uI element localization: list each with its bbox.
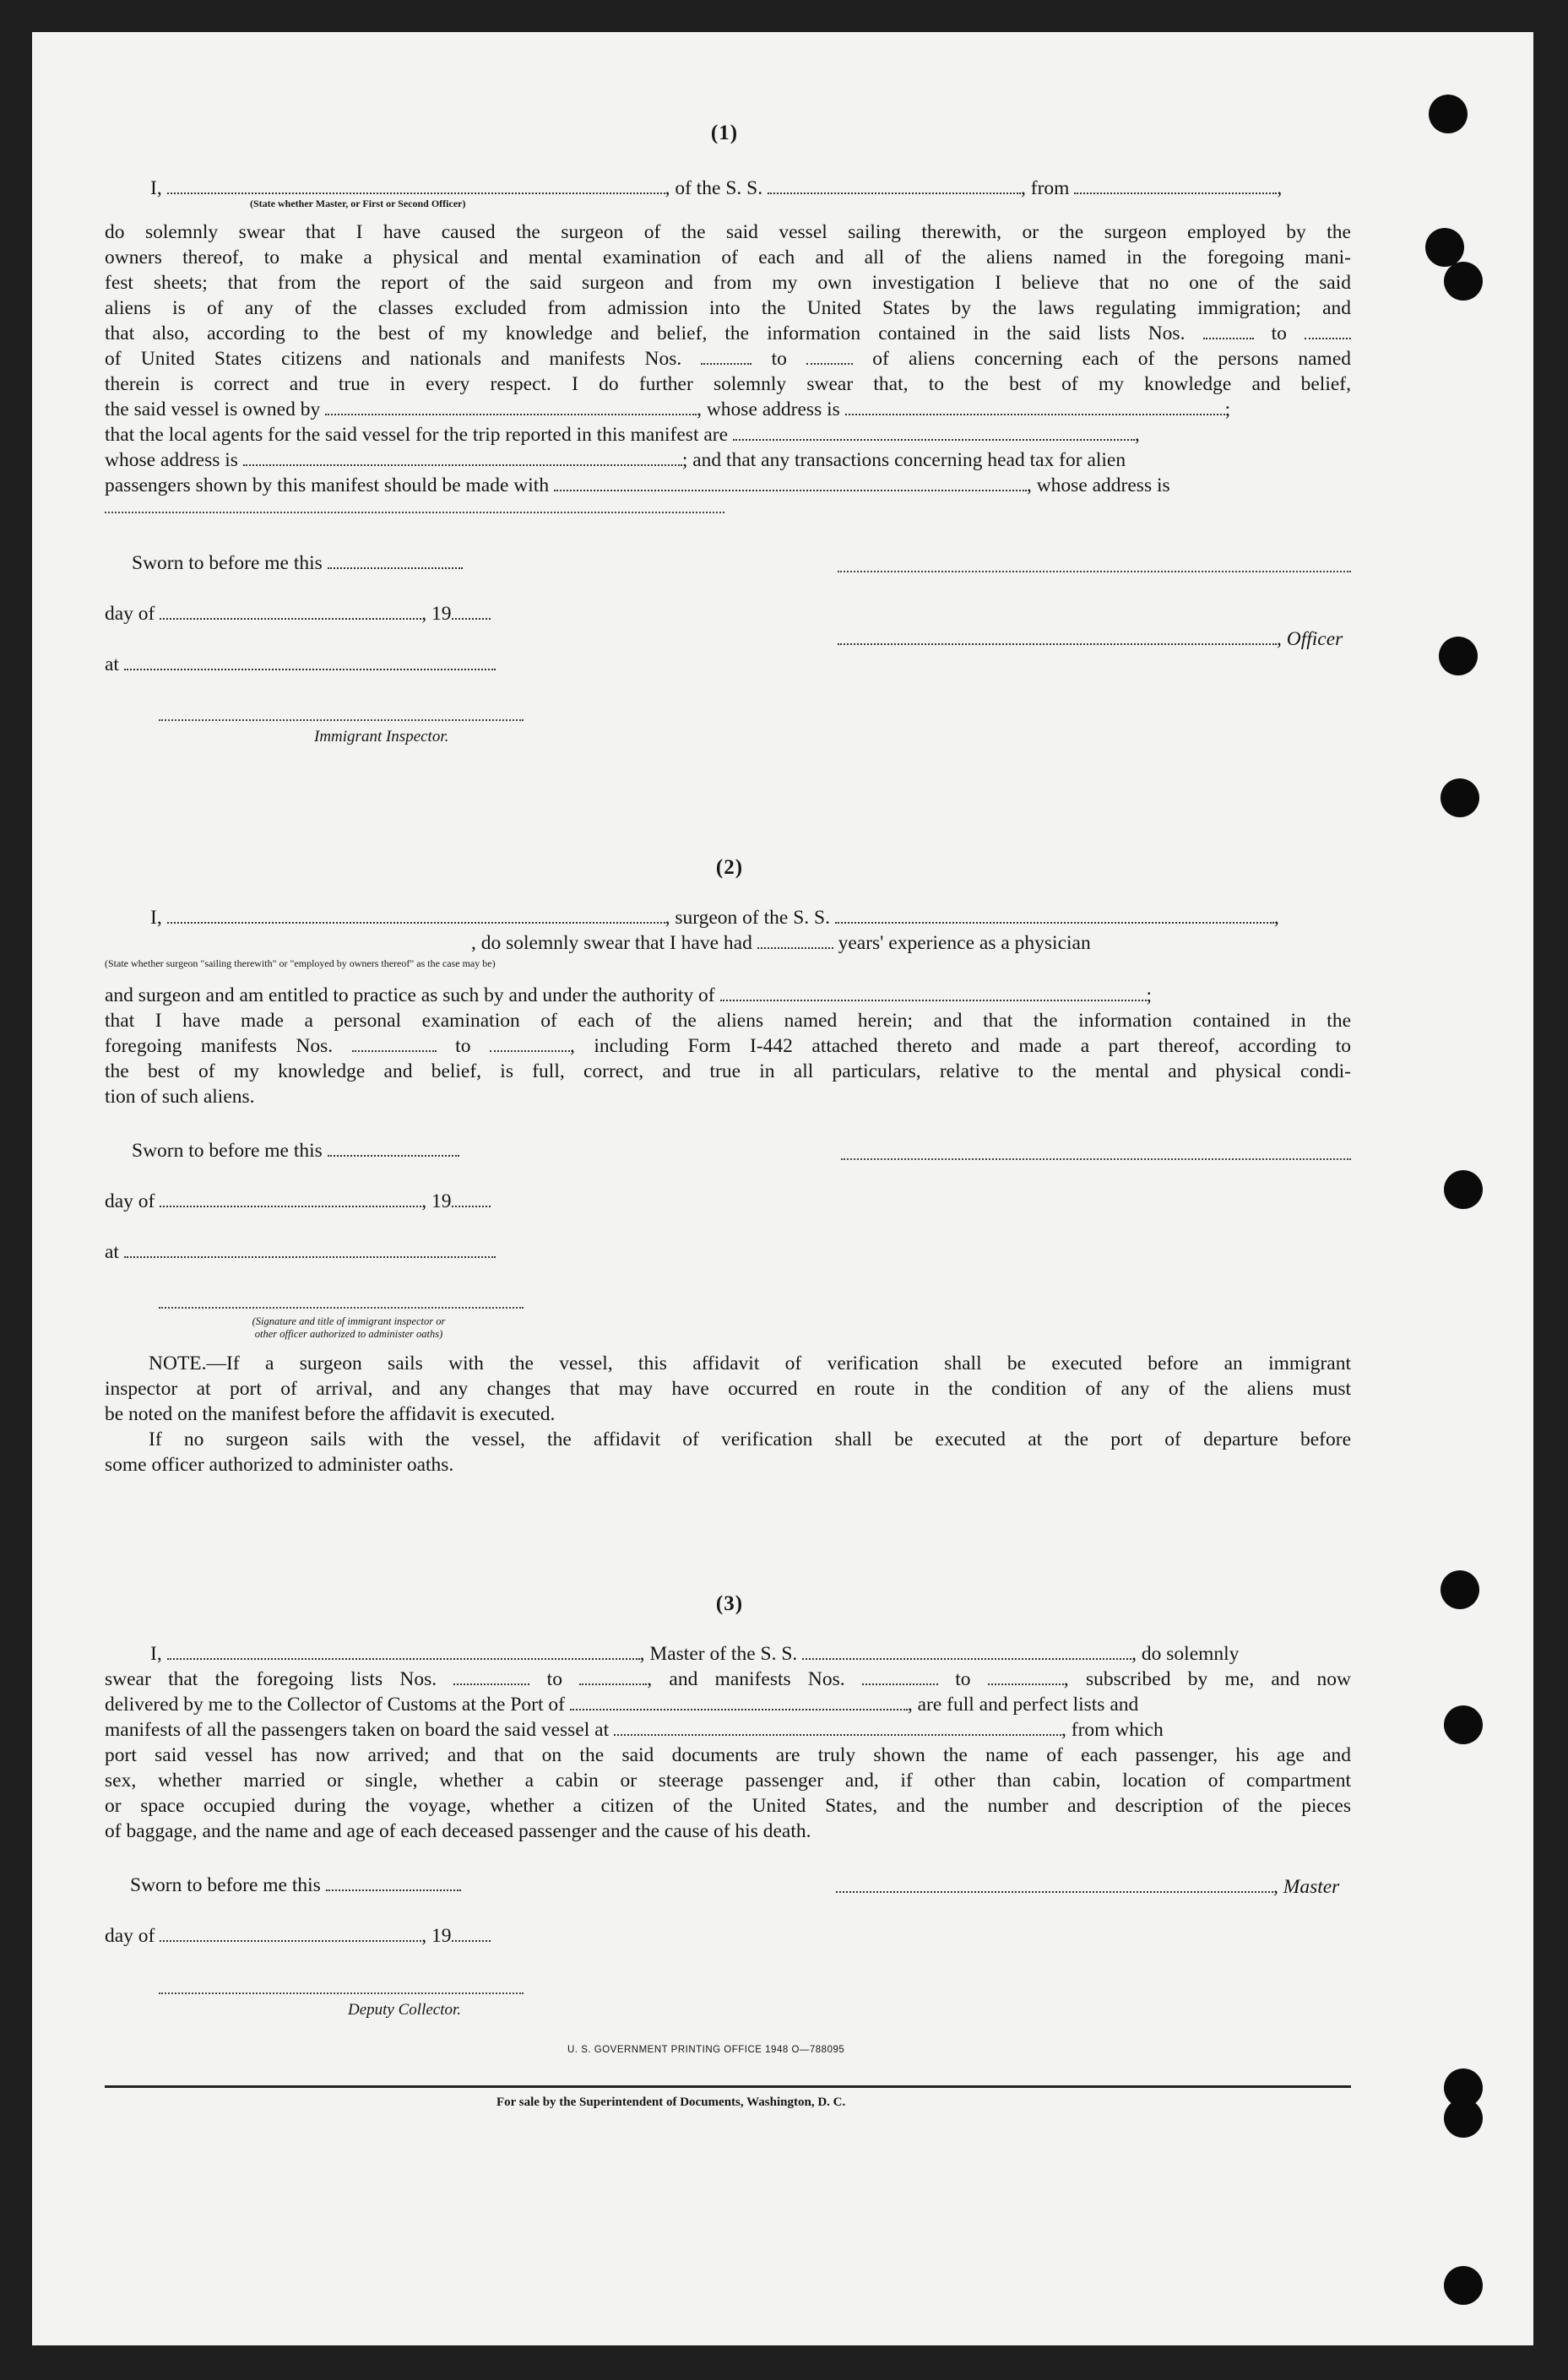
s3-sworn: Sworn to before me this (130, 1873, 461, 1898)
s2-manifests-line: foregoing manifests Nos. to , including Form I-442 attached thereto and made a part thereof, according to (105, 1035, 1352, 1057)
head-tax-contact-field[interactable] (554, 474, 1027, 491)
s1-sworn: Sworn to before me this (132, 550, 463, 576)
s3-line-1: I, , Master of the S. S. , do solemnly (150, 1643, 1240, 1665)
inspector-signature-field[interactable] (159, 719, 524, 721)
port-of-arrival-field[interactable] (570, 1694, 908, 1710)
alien-manifest-to-field[interactable] (806, 348, 853, 365)
master-name-field[interactable] (167, 1643, 640, 1660)
s3-master: , Master (836, 1874, 1339, 1900)
master-signature-field[interactable] (836, 1876, 1273, 1893)
day-of-month-field[interactable] (160, 603, 421, 620)
s2-body-line: tion of such aliens. (105, 1086, 255, 1108)
s3-lists-line: swear that the foregoing lists Nos. to , and manifests Nos. to , subscribed by me, and now (105, 1668, 1352, 1690)
s1-body-line: therein is correct and true in every respect. I do further solemnly swear that, to the best of my knowledge and belief, (105, 373, 1351, 395)
note-line: If no surgeon sails with the vessel, the affidavit of verification shall be executed at the port of departure before (149, 1429, 1351, 1450)
s1-headtax-line: passengers shown by this manifest should be made with , whose address is (105, 474, 1170, 496)
section-3-number: (3) (715, 1592, 744, 1615)
agents-address-field[interactable] (243, 449, 682, 466)
punch-hole (1444, 2099, 1483, 2138)
owner-field[interactable] (325, 398, 697, 415)
s3-manifest-to-field[interactable] (988, 1668, 1064, 1685)
s2-day-of: day of , 19 (105, 1189, 491, 1214)
s1-body-line: do solemnly swear that I have caused the surgeon of the said vessel sailing therewith, or the surgeon employed by the (105, 221, 1351, 243)
s3-manifest-from-field[interactable] (862, 1668, 938, 1685)
officer-signature-field[interactable] (838, 571, 1351, 572)
s3-sworn-date-field[interactable] (326, 1874, 461, 1891)
punch-hole (1444, 1705, 1483, 1744)
s2-body-line: the best of my knowledge and belief, is full, correct, and true in all particulars, relative to the mental and physical condi- (105, 1060, 1351, 1082)
sale-notice: For sale by the Superintendent of Documents, Washington, D. C. (496, 2095, 846, 2109)
years-experience-field[interactable] (757, 932, 833, 949)
surgeon-signature-field[interactable] (841, 1158, 1351, 1160)
s3-day-of: day of , 19 (105, 1923, 491, 1949)
s1-address-line: whose address is ; and that any transactions concerning head tax for alien (105, 449, 1126, 471)
punch-hole (1425, 228, 1464, 267)
section-2-number: (2) (715, 856, 744, 879)
head-tax-address-field[interactable] (105, 512, 724, 513)
s1-manifests-line: of United States citizens and nationals and manifests Nos. to of aliens concerning each of the persons named (105, 348, 1352, 370)
s2-line-0: I, , surgeon of the S. S. , (150, 907, 1279, 929)
note-line: some officer authorized to administer oaths. (105, 1454, 454, 1476)
s2-sworn-date-field[interactable] (328, 1140, 459, 1157)
officer-title-field[interactable] (838, 628, 1277, 645)
s3-body-line: sex, whether married or single, whether a cabin or steerage passenger and, if other than cabin, location of compartment (105, 1770, 1351, 1792)
s3-list-from-field[interactable] (453, 1668, 529, 1685)
at-place-field[interactable] (124, 653, 496, 670)
s1-officer: , Officer (838, 626, 1343, 652)
surgeon-type-caption: (State whether surgeon "sailing therewith" or "employed by owners thereof" as the case may be) (105, 957, 496, 969)
s3-port-line: delivered by me to the Collector of Customs at the Port of , are full and perfect lists and (105, 1694, 1139, 1716)
s1-at: at (105, 652, 496, 677)
s3-year-field[interactable] (452, 1925, 491, 1942)
note-line: inspector at port of arrival, and any changes that may have occurred en route in the condition of any of the aliens must (105, 1378, 1351, 1400)
s3-body-line: port said vessel has now arrived; and that on the said documents are truly shown the name of each passenger, his age and (105, 1744, 1351, 1766)
s3-body-line: of baggage, and the name and age of each deceased passenger and the cause of his death. (105, 1820, 811, 1842)
s2-day-field[interactable] (160, 1190, 421, 1207)
section-1-number: (1) (710, 122, 739, 144)
deputy-collector-caption: Deputy Collector. (348, 2001, 462, 2019)
s1-body-line: fest sheets; that from the report of the said surgeon and from my own investigation I believe that no one of the said (105, 272, 1351, 294)
s2-sworn: Sworn to before me this (132, 1138, 459, 1163)
gpo-imprint: U. S. GOVERNMENT PRINTING OFFICE 1948 O—788095 (567, 2045, 845, 2055)
punch-hole (1429, 95, 1468, 133)
s3-boarding-line: manifests of all the passengers taken on board the said vessel at , from which (105, 1719, 1164, 1741)
s2-line-1: , do solemnly swear that I have had years' experience as a physician (471, 932, 1091, 954)
s1-line-1: I, , of the S. S. , from , (150, 177, 1283, 199)
s2-official-signature-field[interactable] (159, 1307, 524, 1309)
s2-year-field[interactable] (452, 1190, 491, 1207)
surgeon-manifest-from-field[interactable] (352, 1035, 437, 1052)
punch-hole (1444, 1170, 1483, 1209)
s1-owner-line: the said vessel is owned by , whose address is ; (105, 398, 1231, 420)
s3-body-line: or space occupied during the voyage, whether a citizen of the United States, and the number and description of the pieces (105, 1795, 1351, 1817)
officer-name-field[interactable] (167, 177, 665, 194)
footer-rule (105, 2085, 1351, 2088)
s2-authority-line: and surgeon and am entitled to practice as such by and under the authority of ; (105, 984, 1153, 1006)
authority-field[interactable] (720, 984, 1147, 1001)
note-line: NOTE.—If a surgeon sails with the vessel, this affidavit of verification shall be executed before an immigrant (149, 1353, 1351, 1374)
vessel-name-field[interactable] (768, 177, 1021, 194)
owner-address-field[interactable] (845, 398, 1225, 415)
s1-lists-line: that also, according to the best of my knowledge and belief, the information contained in the said lists Nos. to (105, 321, 1351, 346)
note-line: be noted on the manifest before the affidavit is executed. (105, 1403, 556, 1425)
s1-body-line: owners thereof, to make a physical and mental examination of each and all of the aliens named in the foregoing mani- (105, 247, 1351, 268)
s3-list-to-field[interactable] (579, 1668, 647, 1685)
local-agents-field[interactable] (733, 424, 1135, 441)
immigrant-inspector-caption: Immigrant Inspector. (314, 728, 449, 745)
punch-hole (1439, 637, 1478, 675)
year-field[interactable] (452, 603, 491, 620)
from-port-field[interactable] (1074, 177, 1277, 194)
s1-body-line: aliens is of any of the classes excluded from admission into the United States by the laws regulating immigration; and (105, 297, 1351, 319)
s2-body-line: that I have made a personal examination of each of the aliens named herein; and that the information contained in the (105, 1010, 1351, 1032)
punch-hole (1444, 262, 1483, 301)
citizen-list-to-field[interactable] (1305, 323, 1351, 339)
punch-hole (1440, 1570, 1479, 1609)
alien-manifest-from-field[interactable] (701, 348, 751, 365)
citizen-list-from-field[interactable] (1203, 323, 1254, 339)
boarding-port-field[interactable] (614, 1719, 1061, 1736)
surgeon-vessel-field[interactable] (835, 907, 1274, 924)
s1-agents-line: that the local agents for the said vessel for the trip reported in this manifest are , (105, 424, 1140, 446)
s1-day-of: day of , 19 (105, 601, 491, 626)
form-page (32, 32, 1533, 2345)
s3-day-field[interactable] (160, 1925, 421, 1942)
punch-hole (1440, 778, 1479, 817)
surgeon-name-field[interactable] (167, 907, 665, 924)
signature-title-caption: (Signature and title of immigrant inspector or other officer authorized to administer oaths) (252, 1315, 446, 1340)
master-vessel-field[interactable] (802, 1643, 1131, 1660)
punch-hole (1444, 2266, 1483, 2305)
collector-signature-field[interactable] (159, 1992, 524, 1994)
officer-rank-caption: (State whether Master, or First or Second Officer) (250, 198, 466, 209)
sworn-date-field[interactable] (328, 552, 463, 569)
s2-at: at (105, 1239, 496, 1265)
s2-at-field[interactable] (124, 1241, 496, 1258)
surgeon-manifest-to-field[interactable] (490, 1035, 570, 1052)
